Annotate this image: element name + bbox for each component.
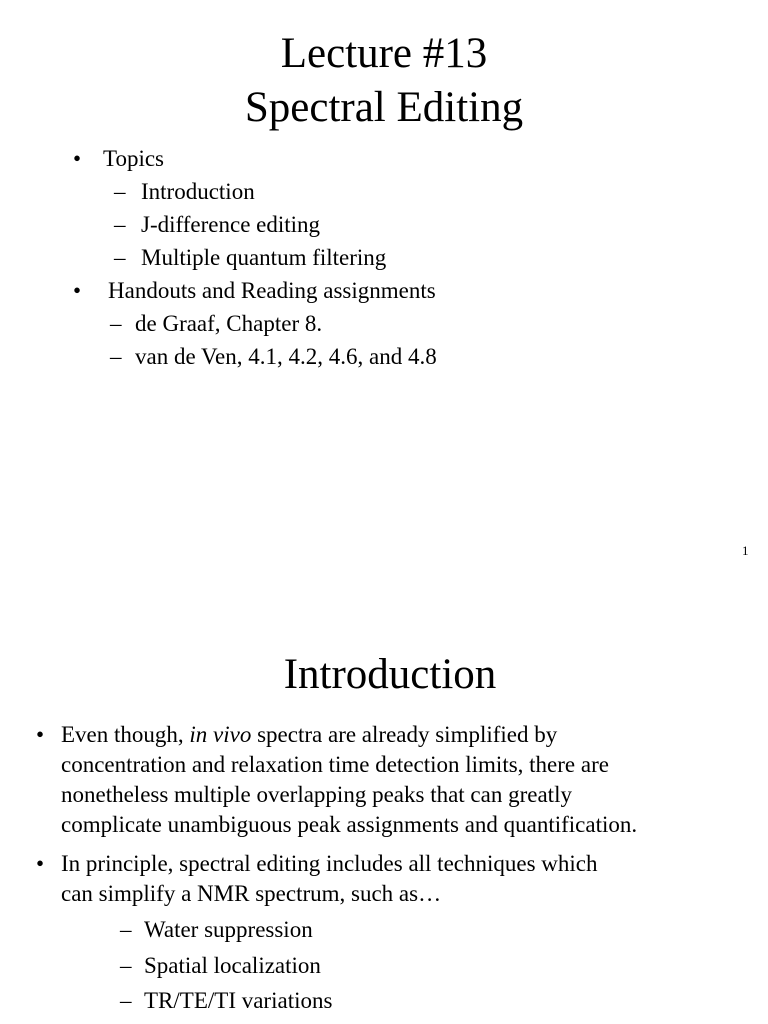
slide-title-line-1: Lecture #13 [280, 30, 488, 77]
sub-item: Water suppression [144, 917, 313, 942]
bullet-1-line-3: nonetheless multiple overlapping peaks that can greatly [61, 782, 572, 807]
dash-icon: – [110, 344, 122, 369]
dash-icon: – [114, 212, 126, 237]
slide-title: Introduction [283, 651, 497, 698]
topic-item: J-difference editing [141, 212, 321, 237]
bullet-1-rest: spectra are already simplified by [251, 722, 558, 747]
dash-icon: – [114, 179, 126, 204]
topic-item: Introduction [141, 179, 255, 204]
dash-icon: – [114, 245, 126, 270]
topics-label: Topics [103, 146, 164, 171]
bullet-2-line-1: In principle, spectral editing includes all techniques which [61, 851, 598, 876]
sub-item: Spatial localization [144, 953, 321, 978]
bullet-icon: • [73, 146, 82, 171]
bullet-icon: • [73, 278, 82, 303]
page-number: 1 [742, 543, 749, 558]
handouts-label: Handouts and Reading assignments [108, 278, 436, 303]
slide-title-line-2: Spectral Editing [244, 84, 524, 131]
bullet-icon: • [36, 851, 45, 876]
handout-item: de Graaf, Chapter 8. [135, 311, 323, 336]
dash-icon: – [120, 953, 132, 978]
bullet-1-italic: in vivo [189, 722, 252, 747]
bullet-1-line-2: concentration and relaxation time detection limits, there are [61, 752, 609, 777]
topic-item: Multiple quantum filtering [141, 245, 387, 270]
bullet-2-line-2: can simplify a NMR spectrum, such as… [61, 881, 442, 906]
bullet-icon: • [36, 722, 45, 747]
bullet-1-line-1 [61, 720, 557, 750]
handout-item: van de Ven, 4.1, 4.2, 4.6, and 4.8 [135, 344, 437, 369]
sub-item: TR/TE/TI variations [144, 988, 333, 1013]
dash-icon: – [120, 988, 132, 1013]
dash-icon: – [120, 917, 132, 942]
bullet-1-line-4: complicate unambiguous peak assignments and quantification. [61, 812, 638, 837]
dash-icon: – [110, 311, 122, 336]
bullet-1-prefix: Even though, [61, 722, 190, 747]
